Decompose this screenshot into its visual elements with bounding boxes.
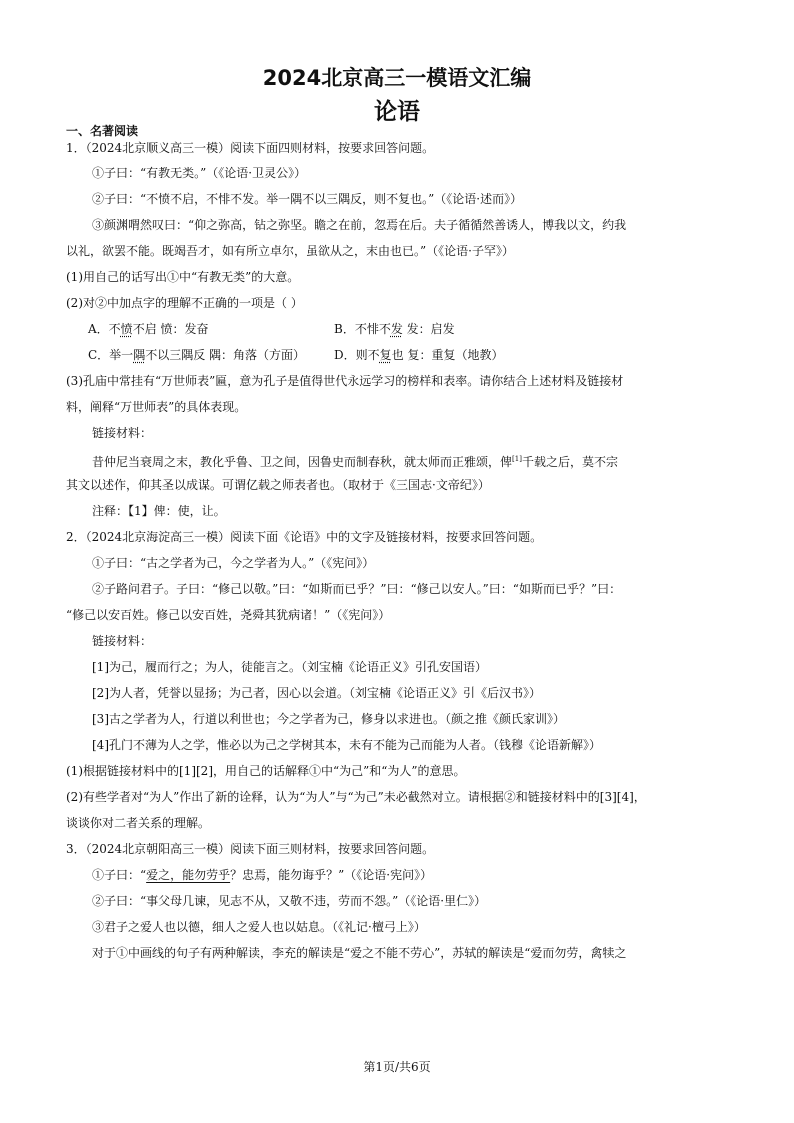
q2-sub2-line2: 谈谈你对二者关系的理解。 <box>66 816 211 830</box>
q3-stem: 3．（2024北京朝阳高三一模）阅读下面三则材料，按要求回答问题。 <box>66 842 435 856</box>
emphasis-char: 复 <box>379 348 392 362</box>
q1-option-c[interactable]: C．举一隅不以三隅反 隅：角落（方面） <box>88 348 306 362</box>
section-heading: 一、名著阅读 <box>66 124 139 138</box>
q3-material-1: ①子曰：“爱之，能勿劳乎？忠焉，能勿诲乎？”（《论语·宪问》） <box>92 868 433 882</box>
q1-option-d[interactable]: D．则不复也 复：重复（地教） <box>334 348 504 362</box>
q1-link-label: 链接材料： <box>92 426 153 440</box>
q1-note: 注释：【1】俾：使，让。 <box>92 504 226 518</box>
q2-link-label: 链接材料： <box>92 634 153 648</box>
page-footer: 第1页/共6页 <box>363 1060 431 1074</box>
q1-material-2: ②子曰：“不愤不启，不悱不发。举一隅不以三隅反，则不复也。”（《论语·述而》） <box>92 192 523 206</box>
q1-sub3-line2: 料，阐释“万世师表”的具体表现。 <box>66 400 247 414</box>
q1-sub2: (2)对②中加点字的理解不正确的一项是（ ） <box>66 296 303 310</box>
q1-material-3-line1: ③颜渊喟然叹曰：“仰之弥高，钻之弥坚。瞻之在前，忽焉在后。夫子循循然善诱人，博我以文，约我 <box>92 218 627 232</box>
q1-link-line1: 昔仲尼当衰周之末，教化乎鲁、卫之间，因鲁史而制春秋，就太师而正雅颂，俾[1]千载之后，莫不宗 <box>92 455 618 469</box>
q2-material-2-line2: “修己以安百姓。修己以安百姓，尧舜其犹病诸！”（《宪问》） <box>66 608 391 622</box>
q3-material-2: ②子曰：“事父母几谏，见志不从，又敬不违，劳而不怨。”（《论语·里仁》） <box>92 894 487 908</box>
q1-option-a[interactable]: A．不愤不启 愤：发奋 <box>88 322 209 336</box>
q2-link-4: [4]孔门不薄为人之学，惟必以为己之学树其本，未有不能为己而能为人者。（钱穆《论语新解》） <box>92 738 602 752</box>
q1-link-line2: 其文以述作，仰其圣以成谋。可谓亿载之师表者也。（取材于《三国志·文帝纪》） <box>66 478 490 492</box>
q1-sub3-line1: (3)孔庙中常挂有“万世师表”匾，意为孔子是值得世代永远学习的榜样和表率。请你结合上述材料及链接材 <box>66 374 624 388</box>
q3-paragraph: 对于①中画线的句子有两种解读，李充的解读是“爱之不能不劳心”，苏轼的解读是“爱而勿劳，禽犊之 <box>92 946 627 960</box>
emphasis-char: 发 <box>390 322 403 336</box>
q1-stem: 1．（2024北京顺义高三一模）阅读下面四则材料，按要求回答问题。 <box>66 141 435 155</box>
document-title: 2024北京高三一模语文汇编 <box>262 66 532 90</box>
q1-material-3-line2: 以礼，欲罢不能。既竭吾才，如有所立卓尔，虽欲从之，末由也已。”（《论语·子罕》） <box>66 244 514 258</box>
q2-material-1: ①子曰：“古之学者为己，今之学者为人。”（《宪问》） <box>92 556 375 570</box>
q1-material-1: ①子曰：“有教无类。”（《论语·卫灵公》） <box>92 166 307 180</box>
q2-link-1: [1]为己，履而行之；为人，徒能言之。（刘宝楠《论语正义》引孔安国语） <box>92 660 488 674</box>
q2-link-3: [3]古之学者为人，行道以利世也；今之学者为己，修身以求进也。（颜之推《颜氏家训》） <box>92 712 566 726</box>
q2-stem: 2．（2024北京海淀高三一模）阅读下面《论语》中的文字及链接材料，按要求回答问题。 <box>66 530 543 544</box>
q2-sub1: (1)根据链接材料中的[1][2]，用自己的话解释①中“为己”和“为人”的意思。 <box>66 764 466 778</box>
document-subtitle: 论语 <box>374 99 420 125</box>
footnote-marker: [1] <box>512 455 522 463</box>
emphasis-char: 隅 <box>133 348 146 362</box>
q3-material-3: ③君子之爱人也以德，细人之爱人也以姑息。（《礼记·檀弓上》） <box>92 920 426 934</box>
q2-sub2-line1: (2)有些学者对“为人”作出了新的诠释，认为“为人”与“为己”未必截然对立。请根据②和链接材料中的[3][4]， <box>66 790 646 804</box>
emphasis-char: 愤 <box>120 322 133 336</box>
underlined-sentence: 爱之，能勿劳乎 <box>146 868 231 882</box>
q2-link-2: [2]为人者，凭誉以显扬；为己者，因心以会道。（刘宝楠《论语正义》引《后汉书》） <box>92 686 542 700</box>
q1-sub1: (1)用自己的话写出①中“有教无类”的大意。 <box>66 270 300 284</box>
q2-material-2-line1: ②子路问君子。子曰：“修己以敬。”曰：“如斯而已乎？”曰：“修己以安人。”曰：“如斯而已乎？”曰： <box>92 582 622 596</box>
q1-option-b[interactable]: B．不悱不发 发：启发 <box>334 322 455 336</box>
